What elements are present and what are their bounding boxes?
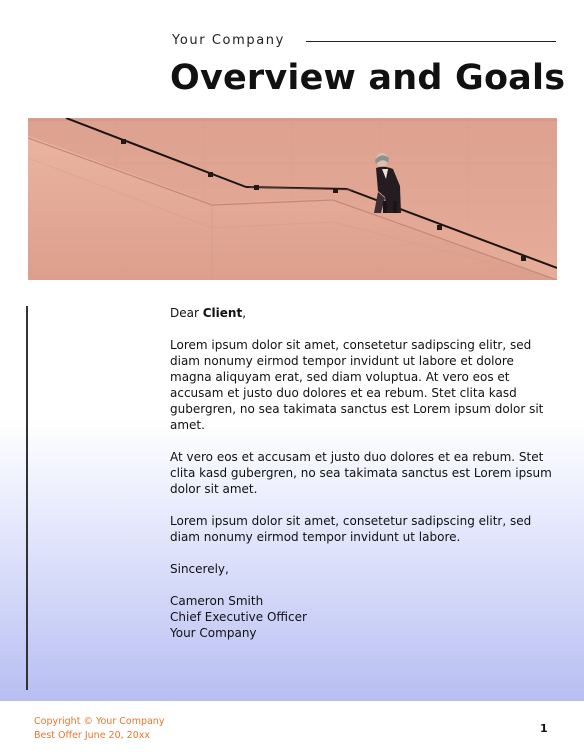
- paragraph-3: Lorem ipsum dolor sit amet, consetetur sadipscing elitr, sed diam nonumy eirmod tempor invidunt ut labore.: [170, 514, 532, 544]
- recipient-name: Client: [202, 306, 243, 320]
- greeting: [170, 305, 558, 321]
- offer-text: Best Offer June 20, 20xx: [34, 730, 151, 741]
- greeting-punctuation: ,: [242, 306, 247, 320]
- page-number: 1: [540, 722, 548, 735]
- footer: [0, 701, 584, 755]
- footer-copyright-block: [34, 715, 164, 743]
- signer-name: Cameron Smith: [170, 594, 264, 608]
- signer-title: Chief Executive Officer: [170, 610, 307, 624]
- header-divider-line: [306, 41, 556, 42]
- copyright-text: Copyright © Your Company: [34, 716, 165, 727]
- paragraph-2: At vero eos et accusam et justo duo dolores et ea rebum. Stet clita kasd gubergren, no sea takimata sanctus est Lorem ipsum dolor sit amet.: [170, 450, 552, 496]
- greeting-text: Dear: [170, 306, 203, 320]
- left-accent-line: [26, 306, 28, 690]
- letter-body: [170, 305, 558, 641]
- page-title: Overview and Goals: [170, 58, 566, 98]
- closing: Sincerely,: [170, 562, 229, 576]
- paragraph-1: Lorem ipsum dolor sit amet, consetetur sadipscing elitr, sed diam nonumy eirmod tempor invidunt ut labore et dolore magna aliquyam erat, sed diam voluptua. At vero eos et accusam et justo duo dolores et ea rebum. Stet clita kasd gubergren, no sea takimata sanctus est Lorem ipsum dolor sit amet.: [170, 338, 544, 432]
- signer-company: Your Company: [170, 626, 257, 640]
- hero-image: [28, 118, 557, 280]
- header-company-name: Your Company: [172, 33, 285, 48]
